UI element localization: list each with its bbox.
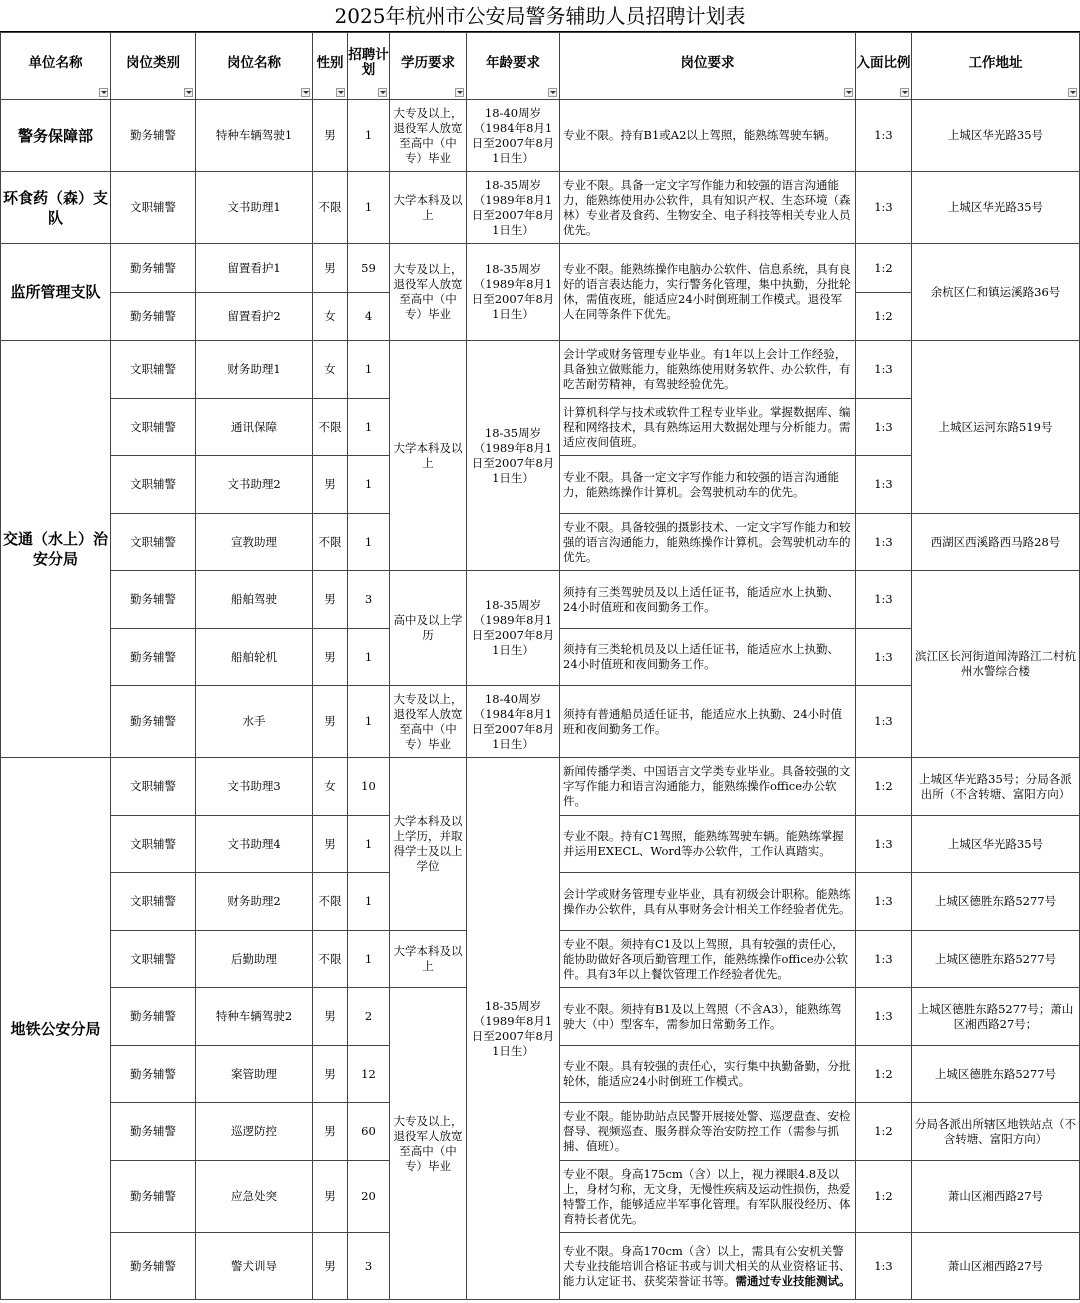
age-cell: 18-40周岁（1984年8月1日至2007年8月1日生） <box>467 100 560 172</box>
gender-cell: 男 <box>313 816 348 873</box>
count-cell: 1 <box>348 873 390 931</box>
unit-cell: 地铁公安分局 <box>1 758 111 1300</box>
ratio-cell: 1:3 <box>856 571 912 629</box>
recruitment-table <box>0 32 1080 1300</box>
category-cell: 勤务辅警 <box>111 1161 196 1233</box>
count-cell: 59 <box>348 244 390 293</box>
ratio-cell: 1:3 <box>856 629 912 686</box>
count-cell: 12 <box>348 1046 390 1103</box>
gender-cell: 不限 <box>313 399 348 456</box>
filter-dropdown-icon[interactable] <box>900 88 909 97</box>
count-cell: 10 <box>348 758 390 816</box>
age-cell: 18-35周岁（1989年8月1日至2007年8月1日生） <box>467 758 560 1300</box>
unit-cell: 环食药（森）支队 <box>1 172 111 244</box>
count-cell: 1 <box>348 514 390 571</box>
requirement-cell: 会计学或财务管理专业毕业，具有初级会计职称。能熟练操作办公软件，具有从事财务会计相关工作经验者优先。 <box>560 873 856 931</box>
count-cell: 1 <box>348 629 390 686</box>
category-cell: 勤务辅警 <box>111 988 196 1046</box>
count-cell: 4 <box>348 293 390 341</box>
education-cell: 大学本科及以上学历，并取得学士及以上学位 <box>390 758 467 931</box>
requirement-cell: 专业不限。能协助站点民警开展接处警、巡逻盘查、安检督导、视频巡查、服务群众等治安防控工作（需参与抓捕、值班）。 <box>560 1103 856 1161</box>
header-count: 招聘计划 <box>348 33 390 100</box>
education-cell: 大学本科及以上 <box>390 931 467 988</box>
ratio-cell: 1:3 <box>856 686 912 758</box>
count-cell: 1 <box>348 456 390 514</box>
gender-cell: 男 <box>313 244 348 293</box>
category-cell: 文职辅警 <box>111 816 196 873</box>
position-cell: 船舶轮机 <box>196 629 313 686</box>
gender-cell: 男 <box>313 1103 348 1161</box>
gender-cell: 男 <box>313 1161 348 1233</box>
table-row <box>1 244 1080 293</box>
gender-cell: 男 <box>313 988 348 1046</box>
requirement-cell: 专业不限。身高175cm（含）以上，视力裸眼4.8及以上，身材匀称，无文身，无慢性疾病及运动性损伤，热爱特警工作，能够适应半军事化管理。有军队服役经历、体育特长者优先。 <box>560 1161 856 1233</box>
requirement-cell: 计算机科学与技术或软件工程专业毕业。掌握数据库、编程和网络技术，具有熟练运用大数据处理与分析能力。需适应夜间值班。 <box>560 399 856 456</box>
position-cell: 巡逻防控 <box>196 1103 313 1161</box>
gender-cell: 女 <box>313 341 348 399</box>
education-cell: 大专及以上，退役军人放宽至高中（中专）毕业 <box>390 100 467 172</box>
requirement-cell: 专业不限。具备较强的摄影技术、一定文字写作能力和较强的语言沟通能力，能熟练操作计算机。会驾驶机动车的优先。 <box>560 514 856 571</box>
header-position: 岗位名称 <box>196 33 313 100</box>
header-row <box>1 33 1080 100</box>
address-cell: 上城区华光路35号 <box>912 172 1080 244</box>
ratio-cell: 1:2 <box>856 1161 912 1233</box>
gender-cell: 不限 <box>313 873 348 931</box>
ratio-cell: 1:2 <box>856 293 912 341</box>
requirement-cell <box>560 1233 856 1300</box>
header-unit: 单位名称 <box>1 33 111 100</box>
education-cell: 大专及以上，退役军人放宽至高中（中专）毕业 <box>390 244 467 341</box>
address-cell: 上城区德胜东路5277号 <box>912 873 1080 931</box>
requirement-cell: 专业不限。具备一定文字写作能力和较强的语言沟通能力，能熟练操作计算机。会驾驶机动车的优先。 <box>560 456 856 514</box>
ratio-cell: 1:3 <box>856 456 912 514</box>
address-cell: 上城区德胜东路5277号 <box>912 1046 1080 1103</box>
ratio-cell: 1:3 <box>856 399 912 456</box>
unit-cell: 监所管理支队 <box>1 244 111 341</box>
count-cell: 1 <box>348 399 390 456</box>
position-cell: 特种车辆驾驶1 <box>196 100 313 172</box>
filter-dropdown-icon[interactable] <box>99 88 108 97</box>
unit-cell: 警务保障部 <box>1 100 111 172</box>
address-cell: 西湖区西溪路西马路28号 <box>912 514 1080 571</box>
requirement-cell: 会计学或财务管理专业毕业。有1年以上会计工作经验，具备独立做账能力，能熟练使用财务软件、办公软件，有吃苦耐劳精神，有驾驶经验优先。 <box>560 341 856 399</box>
gender-cell: 男 <box>313 571 348 629</box>
filter-dropdown-icon[interactable] <box>336 88 345 97</box>
address-cell: 上城区德胜东路5277号 <box>912 931 1080 988</box>
requirement-cell: 专业不限。持有C1驾照，能熟练驾驶车辆。能熟练掌握并运用EXECL、Word等办公软件，工作认真踏实。 <box>560 816 856 873</box>
count-cell: 1 <box>348 172 390 244</box>
address-cell: 上城区德胜东路5277号；萧山区湘西路27号； <box>912 988 1080 1046</box>
category-cell: 勤务辅警 <box>111 1103 196 1161</box>
gender-cell: 男 <box>313 456 348 514</box>
address-cell: 上城区华光路35号 <box>912 816 1080 873</box>
position-cell: 文书助理2 <box>196 456 313 514</box>
category-cell: 文职辅警 <box>111 172 196 244</box>
education-cell: 大学本科及以上 <box>390 172 467 244</box>
requirement-cell: 专业不限。具有较强的责任心，实行集中执勤备勤，分批轮休，能适应24小时倒班工作模式。 <box>560 1046 856 1103</box>
category-cell: 勤务辅警 <box>111 244 196 293</box>
filter-dropdown-icon[interactable] <box>184 88 193 97</box>
gender-cell: 男 <box>313 100 348 172</box>
gender-cell: 不限 <box>313 514 348 571</box>
position-cell: 通讯保障 <box>196 399 313 456</box>
age-cell: 18-35周岁（1989年8月1日至2007年8月1日生） <box>467 244 560 341</box>
table-row <box>1 571 1080 629</box>
requirement-cell: 专业不限。具备一定文字写作能力和较强的语言沟通能力，能熟练使用办公软件，具有知识产权、生态环境（森林）专业者及食药、生物安全、电子科技等相关专业人员优先。 <box>560 172 856 244</box>
ratio-cell: 1:3 <box>856 873 912 931</box>
count-cell: 20 <box>348 1161 390 1233</box>
position-cell: 案管助理 <box>196 1046 313 1103</box>
header-gender: 性别 <box>313 33 348 100</box>
ratio-cell: 1:3 <box>856 1233 912 1300</box>
age-cell: 18-35周岁（1989年8月1日至2007年8月1日生） <box>467 571 560 686</box>
category-cell: 文职辅警 <box>111 758 196 816</box>
header-education: 学历要求 <box>390 33 467 100</box>
address-cell: 萧山区湘西路27号 <box>912 1233 1080 1300</box>
requirement-cell: 专业不限。持有B1或A2以上驾照，能熟练驾驶车辆。 <box>560 100 856 172</box>
category-cell: 文职辅警 <box>111 514 196 571</box>
ratio-cell: 1:3 <box>856 816 912 873</box>
gender-cell: 男 <box>313 686 348 758</box>
page-title: 2025年杭州市公安局警务辅助人员招聘计划表 <box>0 0 1080 32</box>
gender-cell: 男 <box>313 1046 348 1103</box>
ratio-cell: 1:3 <box>856 341 912 399</box>
filter-dropdown-icon[interactable] <box>301 88 310 97</box>
position-cell: 应急处突 <box>196 1161 313 1233</box>
position-cell: 留置看护1 <box>196 244 313 293</box>
position-cell: 文书助理1 <box>196 172 313 244</box>
filter-dropdown-icon[interactable] <box>1068 88 1077 97</box>
address-cell: 滨江区长河街道闻涛路江二村杭州水警综合楼 <box>912 571 1080 758</box>
count-cell: 3 <box>348 571 390 629</box>
category-cell: 勤务辅警 <box>111 100 196 172</box>
address-cell: 余杭区仁和镇运溪路36号 <box>912 244 1080 341</box>
ratio-cell: 1:2 <box>856 1103 912 1161</box>
count-cell: 60 <box>348 1103 390 1161</box>
position-cell: 船舶驾驶 <box>196 571 313 629</box>
ratio-cell: 1:3 <box>856 514 912 571</box>
table-row <box>1 172 1080 244</box>
header-address: 工作地址 <box>912 33 1080 100</box>
ratio-cell: 1:3 <box>856 172 912 244</box>
requirement-cell: 须持有三类驾驶员及以上适任证书，能适应水上执勤、24小时值班和夜间勤务工作。 <box>560 571 856 629</box>
ratio-cell: 1:3 <box>856 931 912 988</box>
unit-cell: 交通（水上）治安分局 <box>1 341 111 758</box>
address-cell: 分局各派出所辖区地铁站点（不含转塘、富阳方向） <box>912 1103 1080 1161</box>
count-cell: 1 <box>348 341 390 399</box>
address-cell: 上城区华光路35号 <box>912 100 1080 172</box>
age-cell: 18-35周岁（1989年8月1日至2007年8月1日生） <box>467 341 560 571</box>
position-cell: 特种车辆驾驶2 <box>196 988 313 1046</box>
count-cell: 1 <box>348 686 390 758</box>
filter-dropdown-icon[interactable] <box>455 88 464 97</box>
position-cell: 财务助理1 <box>196 341 313 399</box>
position-cell: 水手 <box>196 686 313 758</box>
category-cell: 勤务辅警 <box>111 686 196 758</box>
ratio-cell: 1:2 <box>856 1046 912 1103</box>
category-cell: 文职辅警 <box>111 399 196 456</box>
position-cell: 文书助理4 <box>196 816 313 873</box>
position-cell: 后勤助理 <box>196 931 313 988</box>
filter-dropdown-icon[interactable] <box>548 88 557 97</box>
table-row <box>1 758 1080 816</box>
count-cell: 1 <box>348 100 390 172</box>
filter-dropdown-icon[interactable] <box>378 88 387 97</box>
requirement-cell: 专业不限。须持有B1及以上驾照（不含A3），能熟练驾驶大（中）型客车，需参加日常勤务工作。 <box>560 988 856 1046</box>
count-cell: 2 <box>348 988 390 1046</box>
age-cell: 18-35周岁（1989年8月1日至2007年8月1日生） <box>467 172 560 244</box>
requirement-cell: 专业不限。能熟练操作电脑办公软件、信息系统，具有良好的语言表达能力，实行警务化管理，集中执勤，分批轮休，需值夜班，能适应24小时倒班制工作模式。退役军人在同等条件下优先。 <box>560 244 856 341</box>
requirement-cell: 须持有三类轮机员及以上适任证书，能适应水上执勤、24小时值班和夜间勤务工作。 <box>560 629 856 686</box>
position-cell: 警犬训导 <box>196 1233 313 1300</box>
requirement-cell: 专业不限。须持有C1及以上驾照，具有较强的责任心，能协助做好各项后勤管理工作，能熟练操作office办公软件。具有3年以上餐饮管理工作经验者优先。 <box>560 931 856 988</box>
category-cell: 勤务辅警 <box>111 1233 196 1300</box>
requirement-cell: 新闻传播学类、中国语言文学类专业毕业。具备较强的文字写作能力和语言沟通能力，能熟练操作office办公软件。 <box>560 758 856 816</box>
education-cell: 大专及以上，退役军人放宽至高中（中专）毕业 <box>390 988 467 1300</box>
table-row <box>1 341 1080 399</box>
ratio-cell: 1:2 <box>856 758 912 816</box>
position-cell: 留置看护2 <box>196 293 313 341</box>
education-cell: 大专及以上，退役军人放宽至高中（中专）毕业 <box>390 686 467 758</box>
gender-cell: 不限 <box>313 172 348 244</box>
category-cell: 勤务辅警 <box>111 629 196 686</box>
ratio-cell: 1:3 <box>856 988 912 1046</box>
requirement-bold-text: 需通过专业技能测试。 <box>735 1273 851 1288</box>
address-cell: 上城区华光路35号；分局各派出所（不含转塘、富阳方向） <box>912 758 1080 816</box>
education-cell: 高中及以上学历 <box>390 571 467 686</box>
header-category: 岗位类别 <box>111 33 196 100</box>
gender-cell: 女 <box>313 293 348 341</box>
position-cell: 文书助理3 <box>196 758 313 816</box>
category-cell: 文职辅警 <box>111 931 196 988</box>
category-cell: 文职辅警 <box>111 873 196 931</box>
age-cell: 18-40周岁（1984年8月1日至2007年8月1日生） <box>467 686 560 758</box>
category-cell: 勤务辅警 <box>111 1046 196 1103</box>
header-ratio: 入面比例 <box>856 33 912 100</box>
category-cell: 勤务辅警 <box>111 293 196 341</box>
count-cell: 1 <box>348 816 390 873</box>
position-cell: 财务助理2 <box>196 873 313 931</box>
gender-cell: 女 <box>313 758 348 816</box>
category-cell: 文职辅警 <box>111 341 196 399</box>
gender-cell: 男 <box>313 1233 348 1300</box>
filter-dropdown-icon[interactable] <box>844 88 853 97</box>
category-cell: 文职辅警 <box>111 456 196 514</box>
table-row <box>1 100 1080 172</box>
education-cell: 大学本科及以上 <box>390 341 467 571</box>
header-requirements: 岗位要求 <box>560 33 856 100</box>
ratio-cell: 1:2 <box>856 244 912 293</box>
count-cell: 1 <box>348 931 390 988</box>
requirement-text: 专业不限。身高170cm（含）以上，需具有公安机关警犬专业技能培训合格证书或与训犬相关的从业资格证书、能力认定证书、获奖荣誉证书等。 <box>563 1243 851 1288</box>
gender-cell: 不限 <box>313 931 348 988</box>
category-cell: 勤务辅警 <box>111 571 196 629</box>
ratio-cell: 1:3 <box>856 100 912 172</box>
header-age: 年龄要求 <box>467 33 560 100</box>
requirement-cell: 须持有普通船员适任证书，能适应水上执勤、24小时值班和夜间勤务工作。 <box>560 686 856 758</box>
gender-cell: 男 <box>313 629 348 686</box>
count-cell: 3 <box>348 1233 390 1300</box>
address-cell: 萧山区湘西路27号 <box>912 1161 1080 1233</box>
position-cell: 宣教助理 <box>196 514 313 571</box>
address-cell: 上城区运河东路519号 <box>912 341 1080 514</box>
